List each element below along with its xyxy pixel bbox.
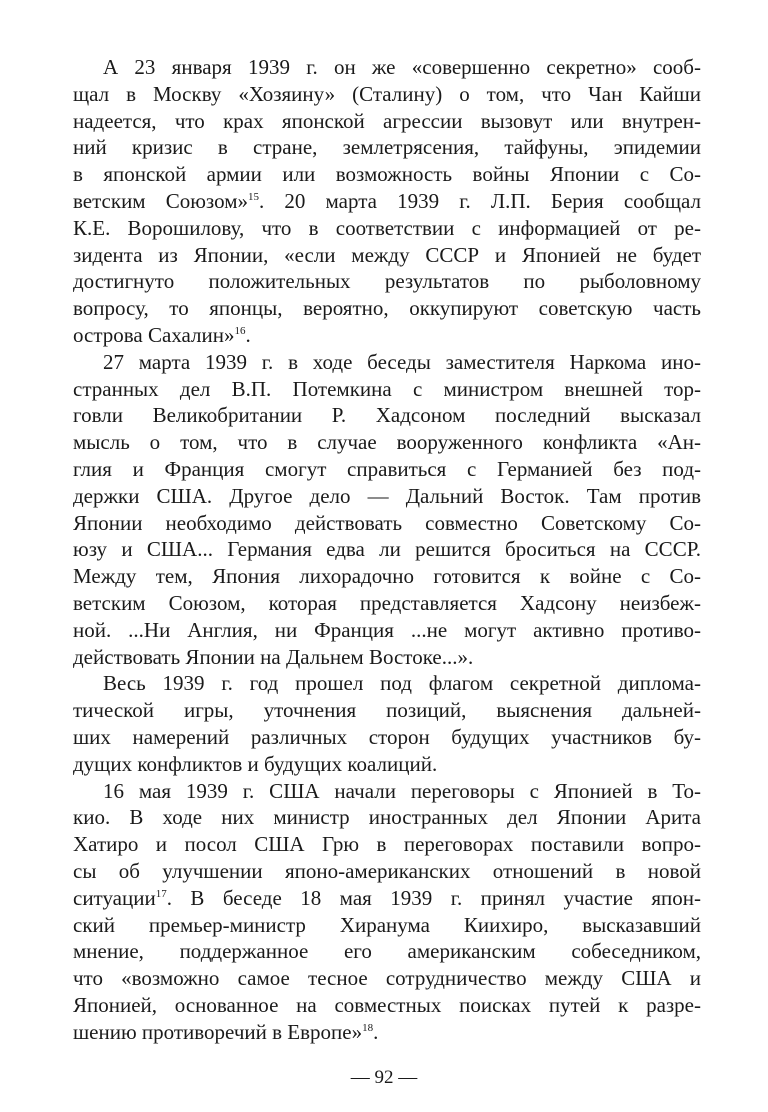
text-line: кио. В ходе них министр иностранных дел Японии Арита xyxy=(73,805,701,830)
line-text: . xyxy=(245,322,251,347)
text-line: зидента из Японии, «если между СССР и Японией не будет xyxy=(73,242,701,267)
line-text: острова Сахалин» xyxy=(73,322,235,347)
text-line: 16 мая 1939 г. США начали переговоры с Японией в То- xyxy=(103,778,701,803)
text-line: мнение, поддержанное его американским собеседником, xyxy=(73,939,701,964)
text-line: надеется, что крах японской агрессии вызовут или внутрен- xyxy=(73,108,701,133)
text-line: Хатиро и посол США Грю в переговорах поставили вопро- xyxy=(73,832,701,857)
footnote-ref: 16 xyxy=(234,324,246,337)
text-line: Весь 1939 г. год прошел под флагом секретной диплома- xyxy=(103,671,701,696)
line-text: шению противоречий в Европе» xyxy=(73,1019,363,1044)
text-line: говли Великобритании Р. Хадсоном последний высказал xyxy=(73,403,701,428)
text-line: К.Е. Ворошилову, что в соответствии с информацией от ре- xyxy=(73,215,701,240)
footnote-ref: 15 xyxy=(248,190,259,203)
text-line: 27 марта 1939 г. в ходе беседы заместителя Наркома ино- xyxy=(103,349,701,374)
text-line: глия и Франция смогут справиться с Германией без под- xyxy=(73,456,701,481)
text-line: Между тем, Япония лихорадочно готовится к войне с Со- xyxy=(73,564,701,589)
paragraph xyxy=(73,670,701,777)
text-line: сы об улучшении японо-американских отношений в новой xyxy=(73,858,701,883)
text-line: А 23 января 1939 г. он же «совершенно секретно» сооб- xyxy=(103,55,701,79)
line-text: . 20 марта 1939 г. Л.П. Берия сообщал xyxy=(259,188,701,213)
line-text: . xyxy=(373,1019,379,1044)
text-line: тической игры, уточнения позиций, выяснения дальней- xyxy=(73,698,701,723)
paragraph xyxy=(73,349,701,671)
text-line: что «возможно самое тесное сотрудничество между США и xyxy=(73,966,701,991)
footnote-ref: 18 xyxy=(362,1021,374,1034)
text-line: ский премьер-министр Хиранума Киихиро, высказавший xyxy=(73,912,701,937)
text-line: ний кризис в стране, землетрясения, тайфуны, эпидемии xyxy=(73,135,701,160)
text-line: в японской армии или возможность войны Японии с Со- xyxy=(73,162,701,187)
text-line: дущих конфликтов и будущих коалиций. xyxy=(73,751,438,776)
page-number: — 92 — xyxy=(350,1067,418,1088)
text-line: вопросу, то японцы, вероятно, оккупируют советскую часть xyxy=(73,296,701,321)
text-line: мысль о том, что в случае вооруженного конфликта «Ан- xyxy=(73,430,701,455)
line-text: ветским Союзом» xyxy=(73,188,248,213)
text-line: странных дел В.П. Потемкина с министром внешней тор- xyxy=(73,376,701,401)
text-line xyxy=(73,885,701,912)
text-line xyxy=(73,322,701,349)
text-line: действовать Японии на Дальнем Востоке...». xyxy=(73,644,474,669)
text-line: Японией, основанное на совместных поисках путей к разре- xyxy=(73,992,701,1017)
footnote-ref: 17 xyxy=(155,887,167,900)
text-line: держки США. Другое дело — Дальний Восток. Там против xyxy=(73,483,701,508)
paragraph xyxy=(73,778,701,1046)
text-line: Японии необходимо действовать совместно Советскому Со- xyxy=(73,510,701,535)
line-text: ситуации xyxy=(73,885,156,910)
text-line: щал в Москву «Хозяину» (Сталину) о том, что Чан Кайши xyxy=(73,81,701,106)
text-line: юзу и США... Германия едва ли решится броситься на СССР. xyxy=(73,537,701,562)
text-line: ших намерений различных сторон будущих участников бу- xyxy=(73,724,701,749)
line-text: . В беседе 18 мая 1939 г. принял участие япон- xyxy=(166,885,701,910)
text-line xyxy=(73,1019,701,1046)
body-text xyxy=(73,54,701,1045)
text-line: ветским Союзом, которая представляется Хадсону неизбеж- xyxy=(73,590,701,615)
text-line xyxy=(73,188,701,215)
text-line: достигнуто положительных результатов по рыболовному xyxy=(73,269,701,294)
text-line: ной. ...Ни Англия, ни Франция ...не могут активно противо- xyxy=(73,617,701,642)
paragraph xyxy=(73,54,701,349)
